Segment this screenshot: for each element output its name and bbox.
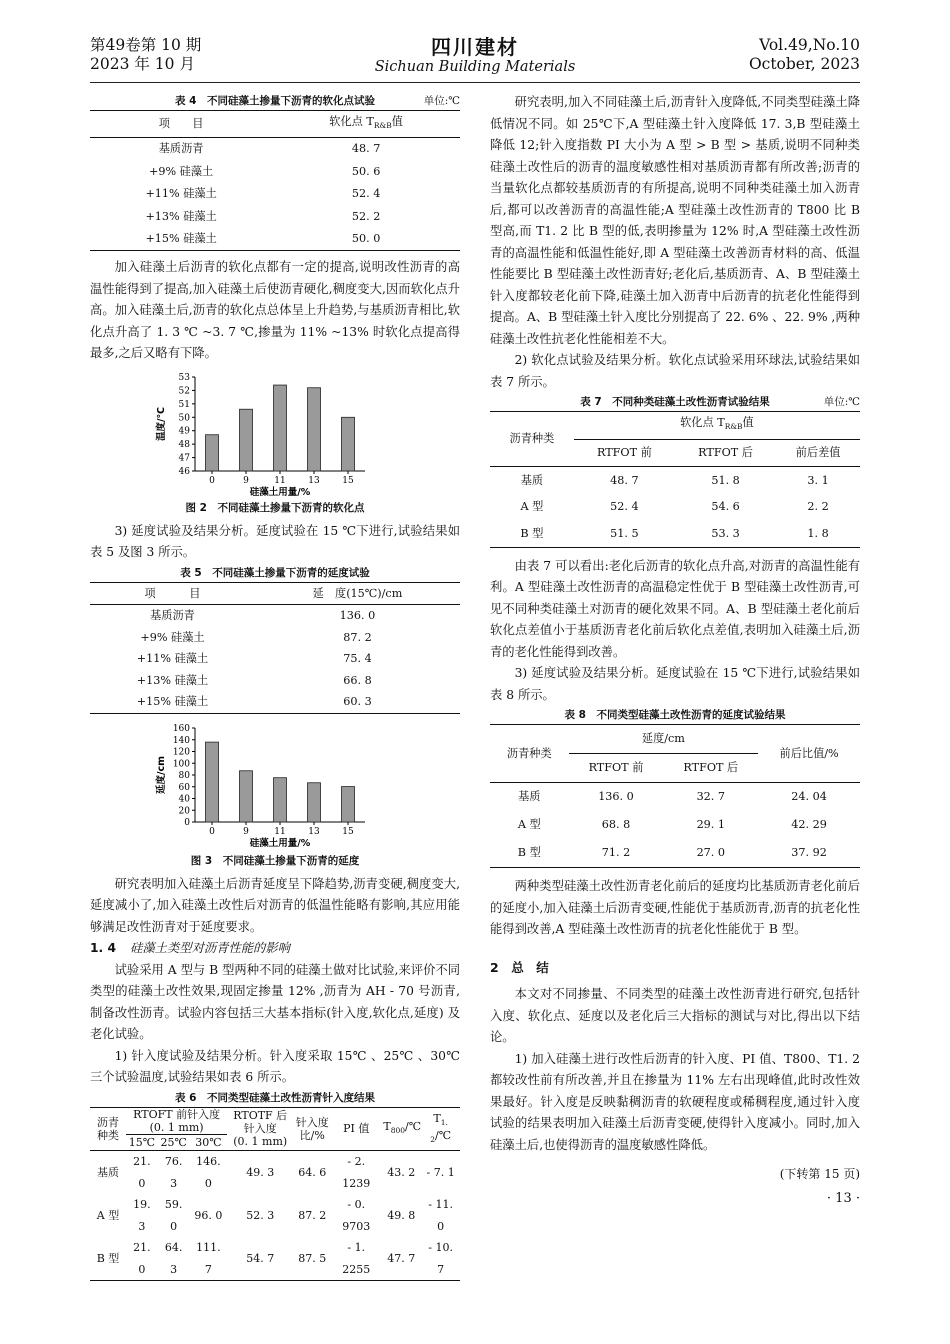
table-cell: +15% 硅藻土	[145, 232, 217, 246]
volume-issue: 第49卷第 10 期	[90, 36, 202, 54]
table8-body	[490, 783, 860, 868]
y-tick-label: 120	[172, 747, 190, 758]
table8-header-ductility: 延度/cm	[569, 725, 759, 754]
continued-note: (下转第 15 页)	[779, 1167, 860, 1181]
table-cell: 27. 0	[696, 846, 726, 860]
paragraph-penetration-result: 研究表明,加入不同硅藻土后,沥青针入度降低,不同类型硅藻土降低情况不同。如 25℃下,A 型硅藻土针入度降低 17. 3,B 型硅藻土降低 12;针入度指数 PI 大小为 A 型 > B 型 > 基质,说明不同种类硅藻土改性后的沥青的温度敏感性相对基质沥青都有所改善;沥青的当量软化点都较基质沥青的有所提高,说明不同种类硅藻土加入沥青后,都可以改善沥青的高温性能;A 型硅藻土改性沥青的 T800 比 B 型高,而 T1. 2 比 B 型的低,表明掺量为 12% 时,A 型硅藻土改性沥青的高温性能和低温性能好,即 A 型硅藻土改善沥青材料的高、低温性能要比 B 型硅藻土改性沥青好;老化后,基质沥青、A、B 型硅藻土针入度都较老化前下降,硅藻土加入沥青中后沥青的抗老化性能得到提高。A、B 型硅藻土针入度比分别提高了 22. 6% 、22. 9% ,两种硅藻土改性抗老化性能相差不大。	[490, 95, 860, 346]
section-number: 1. 4	[90, 941, 117, 956]
table-cell: 54. 6	[711, 500, 740, 513]
y-tick-label: 80	[178, 770, 190, 781]
table6-header-post	[227, 1107, 293, 1151]
table6-header-t12	[421, 1107, 460, 1151]
issue-date: 2023 年 10 月	[90, 55, 195, 73]
table7-caption	[490, 393, 860, 411]
t4-h2-b: 值	[391, 115, 403, 128]
journal-logo: 四川建材	[431, 35, 519, 59]
table-cell: 48. 7	[610, 473, 639, 487]
y-tick-label: 100	[172, 758, 190, 769]
x-tick-label: 15	[342, 475, 354, 486]
paragraph-ductility2-intro: 3) 延度试验及结果分析。延度试验在 15 ℃下进行,试验结果如表 8 所示。	[490, 666, 860, 702]
paragraph-conclusion-1: 1) 加入硅藻土进行改性后沥青的针入度、PI 值、T800、T1. 2 都较改性前有所改善,并且在掺量为 11% 左右出现峰值,此时改性效果最好。针入度是反映黏稠沥青的软硬程度或稀稠程度,通过针入度试验的结果表明加入硅藻土后沥青变硬,使得针入度减小。同时,加入硅藻土后,也使得沥青的温度敏感性降低。	[490, 1051, 860, 1152]
table4-header-value	[272, 111, 460, 138]
t7-sp: 软化点 T	[680, 416, 725, 430]
table-cell: 52. 4	[351, 187, 381, 201]
paragraph-ductility-intro: 3) 延度试验及结果分析。延度试验在 15 ℃下进行,试验结果如表 5 及图 3 所示。	[90, 523, 460, 560]
y-tick-label: 60	[178, 782, 190, 793]
table-cell: - 2. 1239	[342, 1155, 371, 1190]
issue-date-en: October, 2023	[748, 55, 860, 73]
t6-t800-sub: 800	[390, 1126, 406, 1136]
paragraph-summary-intro: 本文对不同掺量、不同类型的硅藻土改性沥青进行研究,包括针入度、软化点、延度以及老化后三大指标的测试与对比,得出以下结论。	[490, 987, 860, 1044]
t6-t800-unit: /℃	[405, 1120, 422, 1134]
x-tick-label: 11	[274, 475, 286, 486]
table-cell: B 型	[96, 1251, 120, 1265]
table-row	[90, 648, 460, 670]
table-cell: 19. 3	[133, 1198, 151, 1233]
table-cell: +13% 硅藻土	[145, 209, 217, 223]
table-cell: 24. 04	[791, 790, 827, 804]
table-cell: B 型	[517, 846, 541, 860]
table-cell: 68. 8	[601, 818, 631, 832]
table-cell: 87. 2	[298, 1208, 327, 1222]
volume-issue-en: Vol.49,No.10	[759, 36, 860, 54]
table6-header-t800	[381, 1107, 421, 1151]
table-cell: 50. 6	[351, 164, 381, 178]
paragraph-penetration-intro: 1) 针入度试验及结果分析。针入度采取 15℃ 、25℃ 、30℃三个试验温度,试验结果如表 6 所示。	[90, 1048, 460, 1085]
table-cell: 1. 8	[807, 526, 829, 540]
table-cell: 基质	[520, 473, 544, 487]
y-axis-label: 延度/cm	[156, 755, 167, 794]
x-tick-label: 0	[209, 826, 215, 837]
table-row	[90, 205, 460, 228]
paragraph-softening-intro: 2) 软化点试验及结果分析。软化点试验采用环球法,试验结果如表 7 所示。	[490, 353, 860, 389]
table-cell: 87. 2	[343, 630, 372, 644]
table-cell: 146. 0	[196, 1155, 221, 1190]
bar	[274, 777, 287, 821]
table-row	[490, 520, 860, 547]
table-row	[490, 494, 860, 521]
y-tick-label: 160	[172, 723, 190, 734]
bar	[342, 417, 355, 471]
y-axis-label: 温度/℃	[156, 406, 167, 441]
table-cell: 52. 3	[246, 1208, 275, 1222]
journal-masthead	[90, 36, 860, 76]
table-cell: +15% 硅藻土	[136, 695, 209, 709]
x-axis-label: 硅藻土用量/%	[249, 486, 311, 497]
table-cell: 53. 3	[711, 526, 740, 540]
table-row	[90, 1237, 460, 1281]
y-tick-label: 20	[178, 805, 190, 816]
table5-body	[90, 605, 460, 714]
table5	[90, 582, 460, 714]
x-tick-label: 13	[308, 475, 320, 486]
table5-caption: 表 5 不同硅藻土掺量下沥青的延度试验	[180, 566, 370, 579]
t7-sp-b: 值	[742, 416, 754, 430]
table7-unit: 单位:℃	[823, 396, 860, 408]
paragraph-softening-point: 加入硅藻土后沥青的软化点都有一定的提高,说明改性沥青的高温性能得到了提高,加入硅藻土后使沥青硬化,稠度变大,因而软化点升高。加入硅藻土后,沥青的软化点总体呈上升趋势,与基质沥青相比,软化点升高了 1. 3 ℃ ~3. 7 ℃,掺量为 11% ~13% 时软化点提高得最多,之后又略有下降。	[90, 260, 460, 361]
x-tick-label: 0	[209, 475, 215, 486]
table7-header-type: 沥青种类	[509, 432, 555, 446]
table4-header-item: 项 目	[158, 117, 204, 131]
right-column	[490, 92, 860, 1209]
t4-h2: 软化点 T	[329, 115, 374, 128]
table6	[90, 1107, 460, 1282]
page-header	[90, 36, 860, 83]
y-tick-label: 50	[178, 413, 190, 424]
bar	[342, 786, 355, 821]
table-cell: 52. 4	[610, 500, 639, 513]
table-cell: 54. 7	[246, 1251, 275, 1265]
table-cell: A 型	[520, 500, 544, 513]
table5-header-item: 项 目	[144, 586, 201, 600]
x-tick-label: 9	[243, 475, 249, 486]
figure2-chart	[150, 371, 400, 497]
table-cell: 96. 0	[194, 1208, 223, 1222]
paragraph-type-comparison: 试验采用 A 型与 B 型两种不同的硅藻土做对比试验,来评价不同类型的硅藻土改性效果,现固定掺量 12% ,沥青为 AH - 70 号沥青,制备改性沥青。试验内容包括三大基本指标(针入度,软化点,延度) 及老化试验。	[90, 962, 460, 1042]
table-row	[90, 183, 460, 206]
t6-hpre-unit: (0. 1 mm)	[149, 1120, 204, 1134]
table4-body	[90, 137, 460, 251]
table-row	[90, 160, 460, 183]
t7-sp-sub: R&B	[724, 422, 743, 432]
table-cell: 基质沥青	[150, 609, 195, 623]
bar	[308, 782, 321, 821]
y-tick-label: 0	[184, 817, 190, 828]
table-row	[90, 1194, 460, 1237]
table-cell: - 10. 7	[428, 1241, 453, 1276]
table6-header-15c: 15℃	[128, 1135, 156, 1149]
left-column	[90, 92, 460, 1281]
table-cell: 87. 5	[298, 1251, 327, 1265]
table-cell: 32. 7	[696, 790, 726, 804]
table-cell: 64. 3	[164, 1241, 183, 1276]
table-cell: +9% 硅藻土	[140, 630, 205, 644]
table-cell: 48. 7	[351, 142, 381, 156]
t6-t800: T	[383, 1120, 391, 1134]
table8	[490, 724, 860, 868]
table4-title: 表 4 不同硅藻土掺量下沥青的软化点试验	[175, 95, 375, 107]
y-tick-label: 48	[178, 439, 190, 450]
table-cell: 76. 3	[164, 1155, 183, 1190]
table-cell: 47. 7	[387, 1251, 416, 1265]
figure3-caption: 图 3 不同硅藻土掺量下沥青的延度	[190, 854, 360, 867]
table-row	[490, 839, 860, 868]
section-title: 硅藻土类型对沥青性能的影响	[130, 941, 290, 956]
y-tick-label: 52	[178, 386, 190, 397]
table6-header-25c: 25℃	[160, 1135, 187, 1149]
table8-header-post: RTFOT 后	[683, 761, 739, 775]
y-tick-label: 140	[172, 735, 190, 746]
t6-hpost-unit: (0. 1 mm)	[233, 1135, 288, 1149]
table-cell: 基质沥青	[158, 142, 204, 156]
table-cell: 21. 0	[133, 1241, 151, 1276]
section-1-4-heading	[90, 938, 460, 960]
table-cell: 43. 2	[387, 1165, 416, 1179]
table8-header-pre: RTFOT 前	[588, 761, 644, 775]
table7-body	[490, 467, 860, 548]
page-number: · 13 ·	[826, 1190, 860, 1206]
table-cell: 42. 29	[791, 818, 827, 832]
table-cell: 52. 2	[351, 209, 381, 223]
table6-body	[90, 1151, 460, 1281]
table-cell: 2. 2	[807, 500, 829, 513]
table-row	[490, 467, 860, 494]
table-cell: A 型	[96, 1208, 120, 1222]
issue-info-en	[749, 36, 860, 74]
x-tick-label: 11	[274, 826, 286, 837]
table6-header-type: 沥青种类	[97, 1115, 119, 1142]
table7-header-diff: 前后差值	[795, 446, 841, 459]
table-cell: 60. 3	[343, 695, 372, 709]
table-row	[90, 605, 460, 627]
t6-hpost: RTOTF 后针入度	[233, 1109, 288, 1136]
table-cell: 29. 1	[696, 818, 726, 832]
table-cell: 3. 1	[807, 473, 829, 487]
table-cell: B 型	[520, 526, 544, 540]
x-tick-label: 13	[308, 826, 320, 837]
table7-header-sp	[574, 412, 860, 440]
table4	[90, 110, 460, 251]
bar	[206, 742, 219, 822]
table-row	[490, 783, 860, 812]
table6-header-ratio: 针入度比/%	[295, 1115, 329, 1142]
table-cell: +13% 硅藻土	[136, 673, 209, 687]
table-cell: 21. 0	[133, 1155, 151, 1190]
table7-title: 表 7 不同种类硅藻土改性沥青试验结果	[580, 396, 770, 408]
table-row	[90, 1151, 460, 1195]
table-cell: 基质	[97, 1165, 119, 1179]
journal-name-en: Sichuan Building Materials	[374, 59, 576, 75]
t6-t12-unit: /℃	[435, 1128, 452, 1142]
table-cell: 71. 2	[601, 846, 631, 860]
table-cell: 136. 0	[598, 790, 634, 804]
y-tick-label: 47	[178, 453, 190, 464]
paragraph-softening-result: 由表 7 可以看出:老化后沥青的软化点升高,对沥青的高温性能有利。A 型硅藻土改性沥青的高温稳定性优于 B 型硅藻土改性沥青,可见不同种类硅藻土对沥青的硬化效果不同。A、B 型硅藻土老化前后软化点差值小于基质沥青老化前后软化点差值,表明加入硅藻土后,沥青的老化性能得到改善。	[490, 558, 860, 659]
table-cell: - 0. 9703	[342, 1198, 371, 1233]
table-cell: 基质	[518, 790, 541, 804]
table-cell: 49. 3	[246, 1165, 275, 1179]
table-cell: 37. 92	[791, 846, 827, 860]
table-cell: 59. 0	[164, 1198, 183, 1233]
table4-caption	[90, 92, 460, 110]
bar	[240, 409, 253, 471]
paragraph-ductility-result: 研究表明加入硅藻土后沥青延度呈下降趋势,沥青变硬,稠度变大,延度减小了,加入硅藻土改性后对沥青的低温性能略有影响,其应用能够满足改性沥青对于延度要求。	[90, 876, 460, 934]
table-cell: 75. 4	[343, 652, 372, 666]
bar	[274, 385, 287, 471]
table-row	[490, 811, 860, 839]
table-row	[90, 627, 460, 649]
table7	[490, 411, 860, 548]
table-row	[90, 137, 460, 160]
table-row	[90, 670, 460, 692]
y-tick-label: 53	[178, 372, 190, 383]
table-cell: 136. 0	[339, 609, 376, 623]
table-cell: 49. 8	[387, 1208, 416, 1222]
table8-caption: 表 8 不同类型硅藻土改性沥青的延度试验结果	[564, 709, 786, 721]
x-tick-label: 15	[342, 826, 354, 837]
table-cell: 66. 8	[343, 673, 372, 687]
x-axis-label: 硅藻土用量/%	[249, 837, 311, 848]
table8-header-type: 沥青种类	[506, 746, 552, 760]
y-tick-label: 40	[178, 794, 190, 805]
bar	[240, 771, 253, 822]
table7-header-post: RTFOT 后	[698, 446, 753, 459]
table-cell: 51. 8	[711, 473, 740, 487]
table-cell: 51. 5	[610, 526, 639, 540]
table-cell: A 型	[517, 818, 541, 832]
table-cell: 50. 0	[351, 232, 381, 246]
table6-header-pre	[126, 1107, 227, 1134]
bar	[206, 434, 219, 470]
table-cell: 64. 6	[298, 1165, 327, 1179]
t6-t12: T	[433, 1111, 441, 1125]
figure2-caption: 图 2 不同硅藻土掺量下沥青的软化点	[185, 501, 365, 514]
table6-caption: 表 6 不同类型硅藻土改性沥青针入度结果	[175, 1091, 375, 1104]
y-tick-label: 49	[178, 426, 190, 437]
t6-t12-sub: 1. 2	[430, 1117, 448, 1145]
t4-h2-sub: R&B	[373, 121, 392, 131]
y-tick-label: 51	[178, 399, 190, 410]
y-tick-label: 46	[178, 466, 190, 477]
table6-header-pi: PI 值	[343, 1122, 370, 1136]
paragraph-ductility2-result: 两种类型硅藻土改性沥青老化前后的延度均比基质沥青老化前后的延度小,加入硅藻土后沥青变硬,性能优于基质沥青,沥青的抗老化性能得到改善,A 型硅藻土改性沥青的抗老化性能优于 B 型。	[490, 879, 860, 936]
table-cell: +11% 硅藻土	[136, 652, 209, 666]
table-cell: +9% 硅藻土	[148, 164, 214, 178]
table7-header-pre: RTFOT 前	[596, 446, 652, 459]
table5-header-value: 延 度(15℃)/cm	[312, 586, 403, 600]
table-cell: - 1. 2255	[342, 1241, 371, 1276]
table8-header-ratio: 前后比值/%	[779, 746, 839, 760]
table-cell: 111. 7	[196, 1241, 221, 1276]
x-tick-label: 9	[243, 826, 249, 837]
table-cell: +11% 硅藻土	[145, 187, 217, 201]
table4-unit: 单位:℃	[423, 95, 460, 107]
table-cell: - 11. 0	[428, 1198, 453, 1233]
table-row	[90, 691, 460, 713]
section-2-heading: 2 总 结	[490, 959, 549, 975]
bar	[308, 387, 321, 470]
t6-hpre: RTOFT 前针入度	[133, 1107, 221, 1121]
table6-header-30c: 30℃	[195, 1135, 222, 1149]
table-row	[90, 228, 460, 251]
figure3-chart	[150, 722, 400, 848]
table-cell: - 7. 1	[426, 1165, 455, 1179]
